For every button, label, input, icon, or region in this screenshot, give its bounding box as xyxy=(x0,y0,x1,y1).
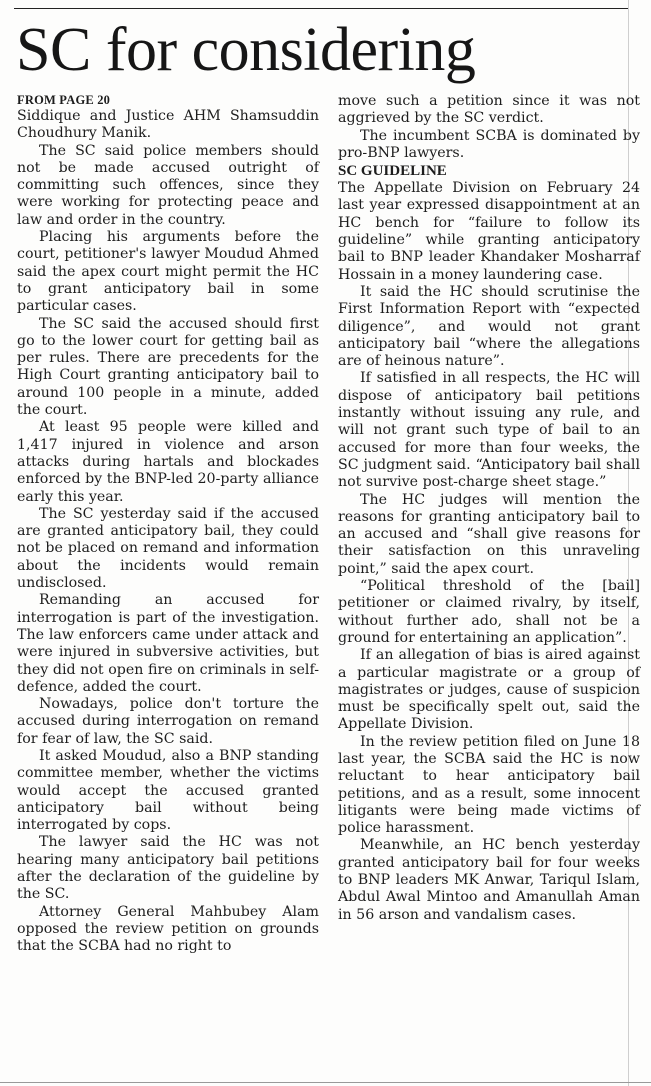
paragraph: If an allegation of bias is aired against a particular magistrate or a group of magistrates or judges, cause of suspicion must be specifically spelt out, said the Appellate Division. xyxy=(338,647,640,733)
paragraph: The SC yesterday said if the accused are granted anticipatory bail, they could not be placed on remand and information about the incidents would remain undisclosed. xyxy=(17,505,319,592)
paragraph: It asked Moudud, also a BNP standing committee member, whether the victims would accept the accused granted anticipatory bail without being interrogated by cops. xyxy=(17,747,319,834)
right-column xyxy=(338,93,640,924)
paragraph: Remanding an accused for interrogation is part of the investigation. The law enforcers came under attack and were injured in subversive activities, but they did not open fire on criminals in self-defence, added the court. xyxy=(17,592,319,695)
paragraph: At least 95 people were killed and 1,417 injured in violence and arson attacks during hartals and blockades enforced by the BNP-led 20-party alliance early this year. xyxy=(17,419,319,505)
paragraph: The SC said the accused should first go to the lower court for getting bail as per rules. There are precedents for the High Court granting anticipatory bail to around 100 people in a minute, added the court. xyxy=(17,315,319,419)
paragraph: The Appellate Division on February 24 last year expressed disappointment at an HC bench for “failure to follow its guideline” while granting anticipatory bail to BNP leader Khandaker Mosharraf Hossain in a money laundering case. xyxy=(338,180,640,283)
paragraph: The incumbent SCBA is dominated by pro-BNP lawyers. xyxy=(338,127,640,161)
paragraph: The SC said police members should not be made accused outright of committing such offences, since they were working for protecting peace and law and order in the country. xyxy=(17,142,319,228)
top-rule xyxy=(14,8,628,9)
paragraph: Placing his arguments before the court, petitioner's lawyer Moudud Ahmed said the apex court might permit the HC to grant anticipatory bail in some particular cases. xyxy=(17,229,319,315)
paragraph: Attorney General Mahbubey Alam opposed the review petition on grounds that the SCBA had no right to xyxy=(17,903,319,955)
paragraph: Siddique and Justice AHM Shamsuddin Choudhury Manik. xyxy=(17,108,319,142)
paragraph: It said the HC should scrutinise the First Information Report with “expected diligence”, and would not grant anticipatory bail “where the allegations are of heinous nature”. xyxy=(338,283,640,370)
paragraph: Nowadays, police don't torture the accused during interrogation on remand for fear of law, the SC said. xyxy=(17,696,319,747)
paragraph: Meanwhile, an HC bench yesterday granted anticipatory bail for four weeks to BNP leaders MK Anwar, Tariqul Islam, Abdul Awal Mintoo and Amanullah Aman in 56 arson and vandalism cases. xyxy=(338,837,640,923)
paragraph: If satisfied in all respects, the HC will dispose of anticipatory bail petitions instantly without issuing any rule, and will not grant such type of bail to an accused for more than four weeks, the SC judgment said. “Anticipatory bail shall not survive post-charge sheet stage.” xyxy=(338,370,640,491)
headline: SC for considering xyxy=(16,16,476,84)
paragraph: “Political threshold of the [bail] petitioner or claimed rivalry, by itself, without further ado, shall not be a ground for entertaining an application”. xyxy=(338,578,640,646)
paragraph: The HC judges will mention the reasons for granting anticipatory bail to an accused and “shall give reasons for their satisfaction on this unraveling point,” said the apex court. xyxy=(338,491,640,577)
paragraph: move such a petition since it was not aggrieved by the SC verdict. xyxy=(338,93,640,127)
bottom-rule xyxy=(0,1082,651,1083)
paragraph: In the review petition filed on June 18 last year, the SCBA said the HC is now reluctant to hear anticipatory bail petitions, and as a result, some innocent litigants were being made victims of police harassment. xyxy=(338,733,640,837)
left-column xyxy=(17,93,319,956)
subhead: SC GUIDELINE xyxy=(338,163,447,180)
from-page-label: FROM PAGE 20 xyxy=(17,93,111,107)
paragraph: The lawyer said the HC was not hearing many anticipatory bail petitions after the declaration of the guideline by the SC. xyxy=(17,834,319,903)
